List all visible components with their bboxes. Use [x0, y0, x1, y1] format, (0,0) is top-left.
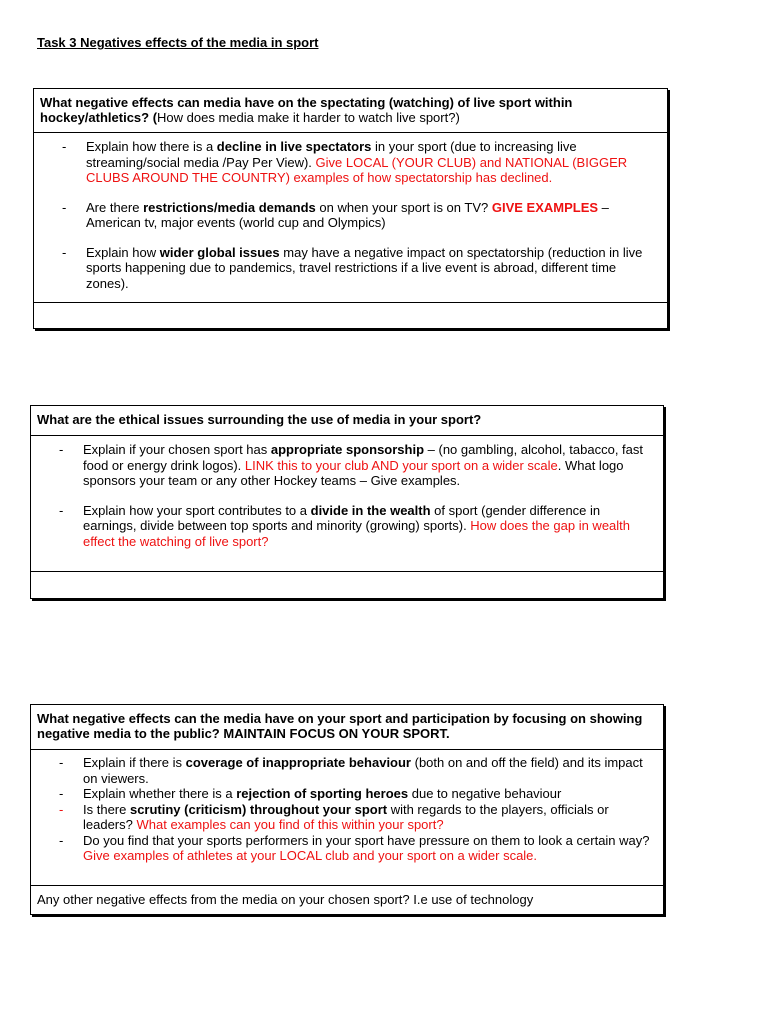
bullet-text-run: wider global issues	[159, 244, 280, 260]
bullet-text-run: GIVE EXAMPLES	[491, 199, 599, 215]
bullet-text-run: Explain how there is a	[86, 139, 217, 154]
bullet-dash: -	[59, 502, 64, 518]
bullet-text-run: Explain if your chosen sport has	[83, 442, 271, 457]
bullet-item	[31, 442, 663, 489]
bullet-item	[31, 786, 663, 802]
bullet-dash: -	[59, 801, 64, 817]
bullet-text-run: decline in live spectators	[216, 139, 372, 154]
bullet-text-run: Do you find that your sports performers in your sport have pressure on them to look a certain way?	[83, 832, 650, 848]
bullet-item	[31, 802, 663, 833]
bullet-item	[34, 245, 667, 292]
bullet-list	[34, 139, 667, 291]
bullet-dash: -	[62, 199, 67, 215]
bullet-dash: -	[59, 786, 64, 801]
bullet-dash: -	[59, 755, 64, 770]
bullet-item	[34, 200, 667, 231]
bullet-text-run: Explain how your sport contributes to a	[83, 502, 311, 518]
bullet-text-run: – (no gambling, alcohol, tabacco, fast food or energy drink logos).	[83, 442, 643, 473]
bullet-text-run: LINK this to your club AND your sport on a wider scale	[244, 457, 558, 473]
bullet-dash: -	[59, 442, 64, 457]
bullet-list	[31, 442, 663, 549]
bullet-text-run: Explain how	[86, 244, 160, 260]
bullet-list	[31, 755, 663, 864]
bullet-text-run: due to negative behaviour	[408, 786, 562, 801]
bullet-text-run: Give LOCAL (YOUR CLUB) and NATIONAL (BIGGER CLUBS AROUND THE COUNTRY) examples of how spectatorship has declined.	[86, 154, 628, 185]
bullet-text-run: Explain whether there is a	[83, 786, 237, 801]
bullet-dash: -	[62, 139, 67, 154]
heading-bold-text: What negative effects can media have on the spectating (watching) of live sport within hockey/athletics? (	[40, 95, 573, 125]
bullet-item	[34, 139, 667, 186]
bullet-item	[31, 503, 663, 550]
bullet-dash: -	[62, 244, 67, 260]
bullet-text-run: How does the gap in wealth effect the watching of live sport?	[83, 518, 631, 549]
bullet-text-run: rejection of sporting heroes	[236, 786, 409, 801]
bullet-text-run: (both on and off the field) and its impact on viewers.	[83, 755, 643, 786]
bullet-item	[31, 833, 663, 864]
bullet-text-run: . What logo sponsors your team or any other Hockey teams – Give examples.	[83, 457, 624, 488]
section-body	[31, 436, 663, 572]
bullet-text-run: divide in the wealth	[310, 502, 431, 518]
bullet-text-run: Explain if there is	[83, 755, 186, 770]
bullet-text-run: in your sport (due to increasing live streaming/social media /Pay Per View).	[86, 139, 577, 170]
bullet-text-run: of sport (gender difference in earnings, divide between top sports and minority (growing) sports).	[83, 502, 601, 533]
bullet-text-run: on when your sport is on TV?	[315, 199, 492, 215]
section-spectating	[33, 88, 668, 329]
bullet-text-run: What examples can you find of this within your sport?	[136, 817, 444, 832]
heading-bold-text: What are the ethical issues surrounding the use of media in your sport?	[37, 412, 482, 427]
section-negative-media	[30, 704, 664, 915]
section-ethical-issues	[30, 405, 664, 599]
bullet-text-run: scrutiny (criticism) throughout your sport	[129, 801, 388, 817]
bullet-text-run: Is there	[83, 801, 130, 817]
heading-bold-text: What negative effects can the media have on your sport and participation by focusing on showing negative media to the public? MAINTAIN FOCUS ON YOUR SPORT.	[37, 711, 643, 741]
section-heading	[31, 406, 663, 436]
bullet-text-run: may have a negative impact on spectatorship (reduction in live sports happening due to pandemics, travel restrictions if a live event is abroad, different time zones).	[86, 244, 643, 291]
bullet-text-run: – American tv, major events (world cup and Olympics)	[86, 199, 609, 230]
bullet-text-run: appropriate sponsorship	[270, 442, 425, 457]
bullet-text-run: coverage of inappropriate behaviour	[185, 755, 411, 770]
bullet-text-run: Are there	[86, 199, 144, 215]
heading-normal-text: How does media make it harder to watch live sport?)	[157, 110, 460, 125]
section-body	[34, 133, 667, 303]
bullet-text-run: with regards to the players, officials or leaders?	[83, 801, 609, 832]
section-heading	[31, 705, 663, 750]
page-title: Task 3 Negatives effects of the media in sport	[37, 35, 319, 50]
footer-text: Any other negative effects from the media on your chosen sport? I.e use of technology	[37, 892, 534, 907]
bullet-dash: -	[59, 832, 64, 848]
section-heading	[34, 89, 667, 133]
section-body	[31, 750, 663, 886]
bullet-text-run: restrictions/media demands	[143, 199, 316, 215]
other-effects-prompt[interactable]	[31, 886, 663, 913]
bullet-text-run: Give examples of athletes at your LOCAL club and your sport on a wider scale.	[83, 848, 538, 863]
bullet-item	[31, 755, 663, 786]
